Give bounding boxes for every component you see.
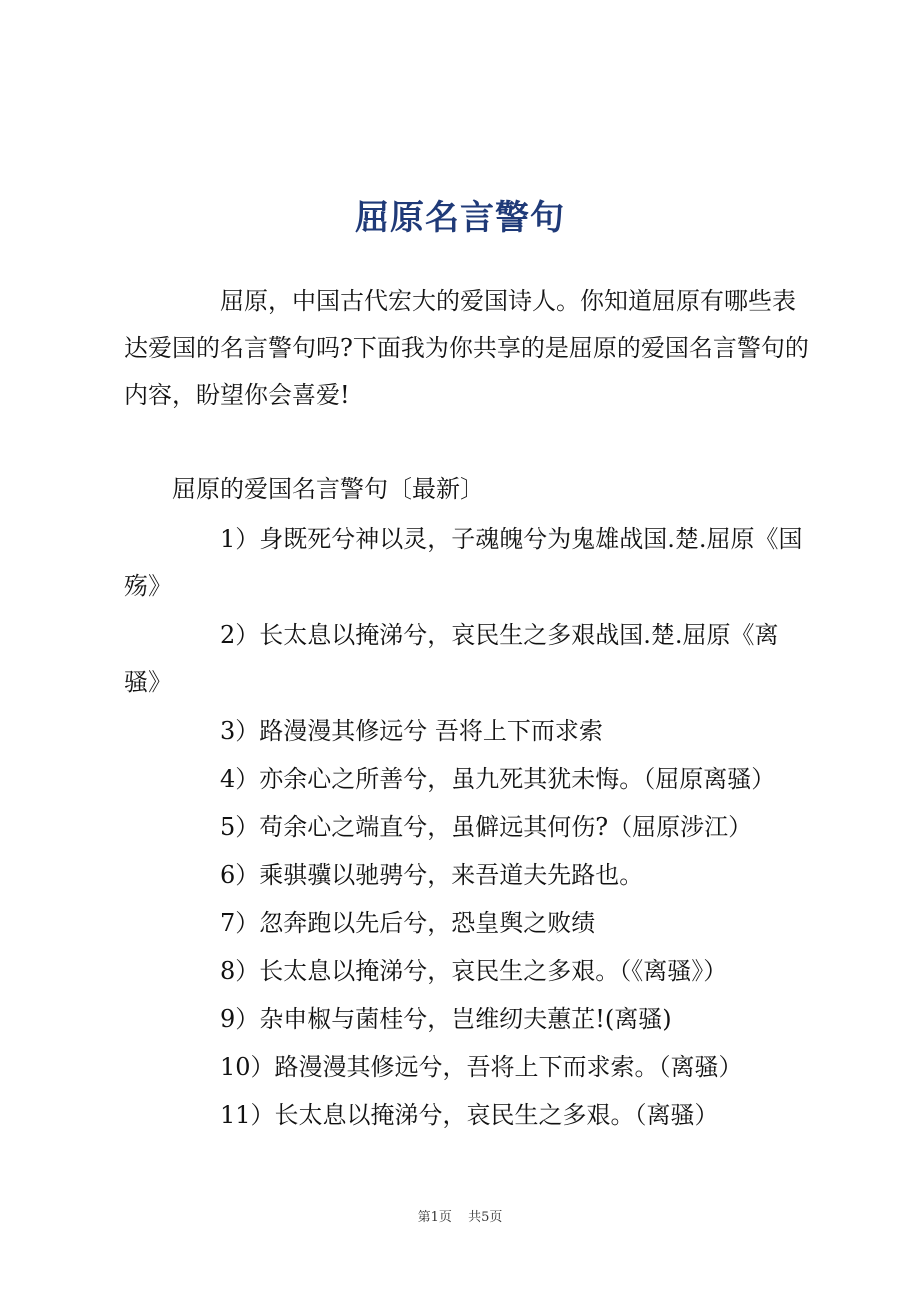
quote-item: 7）忽奔跑以先后兮，恐皇舆之败绩 [220,909,596,937]
quote-item: 2）长太息以掩涕兮，哀民生之多艰战国.楚.屈原《离骚》 [124,621,779,696]
quote-item: 8）长太息以掩涕兮，哀民生之多艰。（《离骚》） [220,957,728,985]
quote-item: 4）亦余心之所善兮，虽九死其犹未悔。（屈原离骚） [220,765,776,793]
page-total: 共5页 [468,1210,503,1225]
intro-paragraph: 屈原，中国古代宏大的爱国诗人。你知道屈原有哪些表达爱国的名言警句吗?下面我为你共享的是屈原的爱国名言警句的内容，盼望你会喜爱! [124,287,809,409]
quote-item: 5）苟余心之端直兮，虽僻远其何伤?（屈原涉江） [220,813,753,841]
page-number: 第1页 [417,1210,452,1225]
quote-item: 6）乘骐骥以驰骋兮，来吾道夫先路也。 [220,861,644,889]
quote-item: 10）路漫漫其修远兮，吾将上下而求索。（离骚） [220,1053,743,1081]
quote-item: 11）长太息以掩涕兮，哀民生之多艰。（离骚） [220,1101,719,1129]
quote-item: 9）杂申椒与菌桂兮，岂维纫夫蕙芷!(离骚) [220,1005,672,1033]
page-footer [0,1206,920,1225]
section-heading: 屈原的爱国名言警句〔最新〕 [172,475,484,503]
quote-item: 3）路漫漫其修远兮 吾将上下而求索 [220,717,603,745]
document-title: 屈原名言警句 [355,198,565,238]
quote-item: 1）身既死兮神以灵，子魂魄兮为鬼雄战国.楚.屈原《国殇》 [124,525,803,600]
